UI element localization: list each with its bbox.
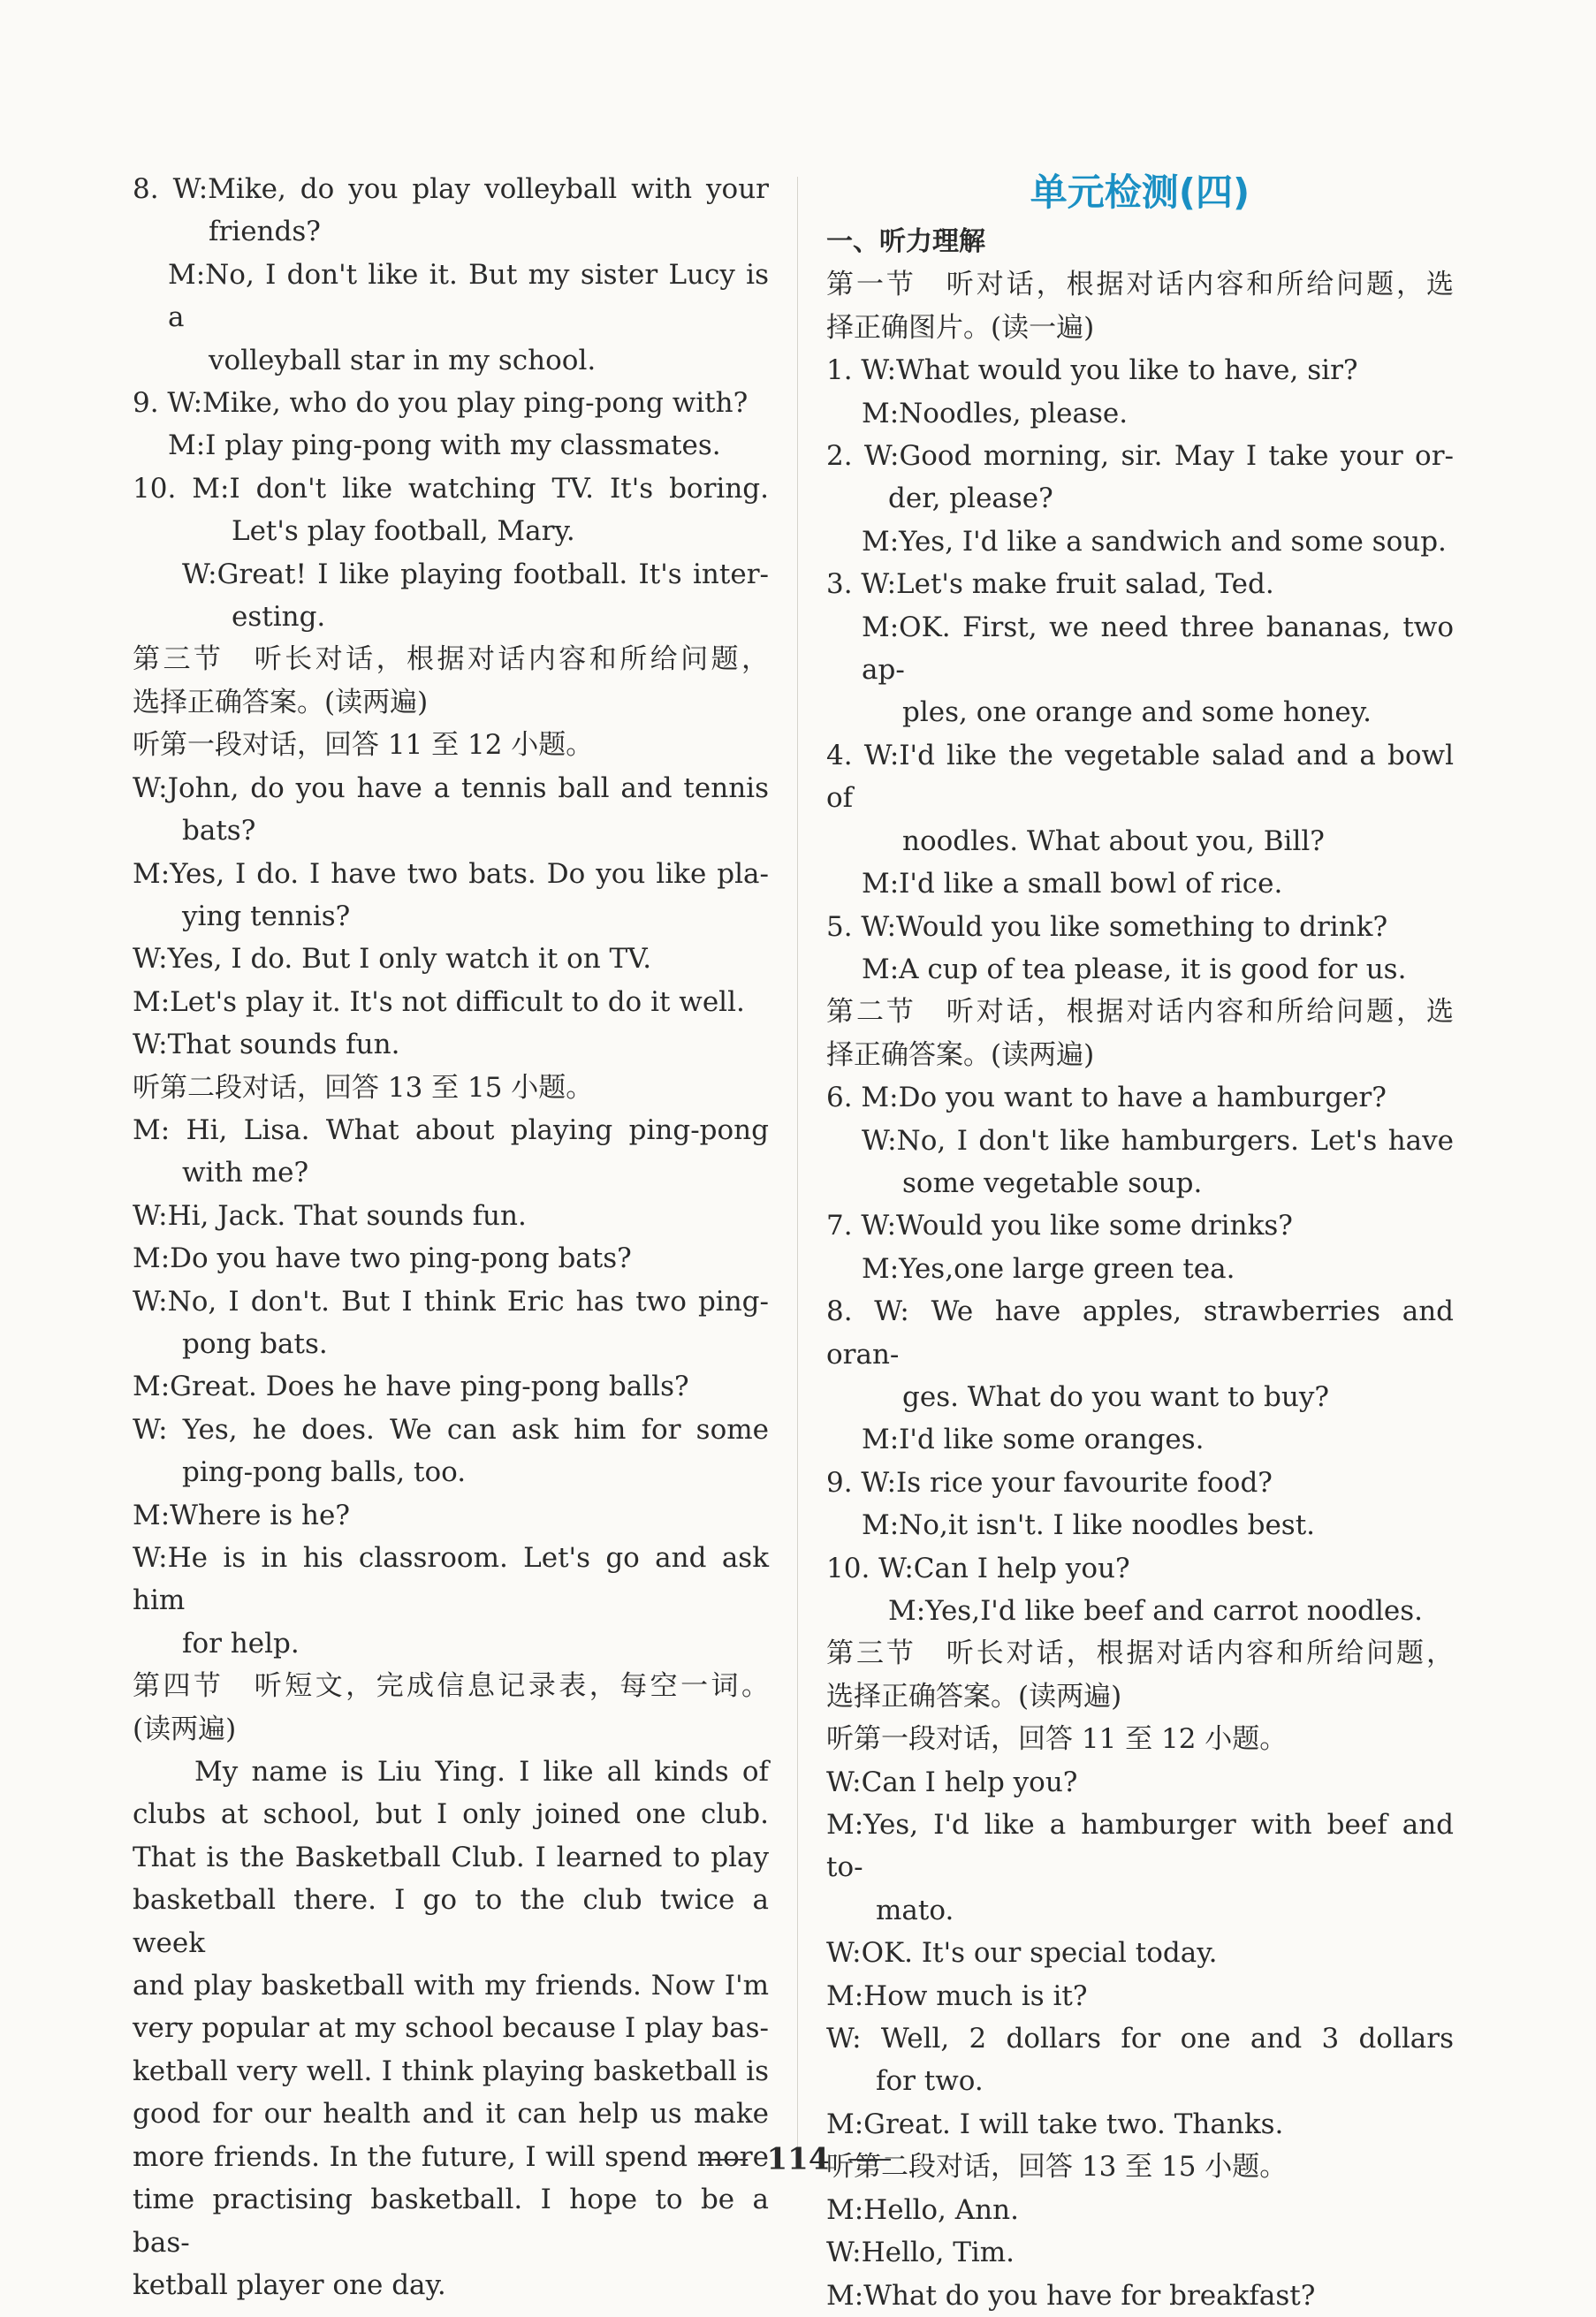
text-line: 第一节 听对话，根据对话内容和所给问题，选: [826, 269, 1454, 301]
text-line: 择正确答案。(读两遍): [826, 1038, 1095, 1071]
text-line: 8. W: We have apples, strawberries and oran-: [826, 1295, 1454, 1371]
text-line: W:Hello, Tim.: [826, 2237, 1015, 2269]
text-line: W: Well, 2 dollars for one and 3 dollars: [826, 2023, 1454, 2055]
text-line: W:Can I help you?: [826, 1766, 1078, 1798]
text-line: M:Yes, I'd like a hamburger with beef and to-: [826, 1809, 1454, 1884]
text-line: (读两遍): [133, 1713, 237, 1745]
text-line: ying tennis?: [182, 900, 351, 932]
text-line: W:That sounds fun.: [133, 1029, 400, 1061]
text-line: very popular at my school because I play bas-: [133, 2012, 769, 2045]
text-line: 第四节 听短文，完成信息记录表，每空一词。: [133, 1670, 769, 1703]
text-line: M:Hello, Ann.: [826, 2193, 1019, 2226]
text-line: Let's play football, Mary.: [232, 515, 575, 548]
text-line: M:Let's play it. It's not difficult to do it well.: [133, 985, 745, 1018]
text-line: esting.: [232, 601, 326, 634]
text-line: M:How much is it?: [826, 1979, 1088, 2012]
text-line: ples, one orange and some honey.: [902, 696, 1372, 729]
text-line: 一、听力理解: [826, 226, 985, 257]
text-line: M:No, I don't like it. But my sister Lucy is a: [168, 258, 769, 334]
right-column: [826, 217, 1454, 2317]
text-line: M:Do you have two ping-pong bats?: [133, 1242, 632, 1275]
text-line: some vegetable soup.: [902, 1166, 1203, 1199]
text-line: M:OK. First, we need three bananas, two ap-: [862, 611, 1454, 687]
text-line: 择正确图片。(读一遍): [826, 311, 1095, 344]
text-line: That is the Basketball Club. I learned to play: [133, 1841, 769, 1873]
text-line: M:Yes,one large green tea.: [862, 1252, 1235, 1285]
text-line: 第三节 听长对话，根据对话内容和所给问题，: [133, 643, 769, 676]
text-line: M:A cup of tea please, it is good for us.: [862, 953, 1407, 985]
text-line: W:Hi, Jack. That sounds fun.: [133, 1199, 527, 1232]
footer-dash-left: [705, 2159, 748, 2161]
text-line: M:I'd like a small bowl of rice.: [862, 868, 1283, 900]
text-line: 5. W:Would you like something to drink?: [826, 910, 1388, 943]
text-line: 第二节 听对话，根据对话内容和所给问题，选: [826, 996, 1454, 1029]
text-line: M:I play ping-pong with my classmates.: [168, 429, 721, 462]
text-line: more friends. In the future, I will spend more: [133, 2140, 769, 2173]
text-line: pong bats.: [182, 1327, 328, 1360]
text-line: 9. W:Mike, who do you play ping-pong with?: [133, 387, 749, 420]
text-line: W:Yes, I do. But I only watch it on TV.: [133, 943, 652, 976]
text-line: 10. W:Can I help you?: [826, 1552, 1130, 1584]
text-line: W: Yes, he does. We can ask him for some: [133, 1413, 769, 1446]
text-line: good for our health and it can help us make: [133, 2098, 769, 2131]
text-line: M:I'd like some oranges.: [862, 1424, 1205, 1456]
text-line: 3. W:Let's make fruit salad, Ted.: [826, 568, 1274, 601]
text-line: M:Great. Does he have ping-pong balls?: [133, 1371, 689, 1403]
text-line: 选择正确答案。(读两遍): [133, 686, 429, 718]
text-line: My name is Liu Ying. I like all kinds of: [194, 1756, 769, 1789]
text-line: 7. W:Would you like some drinks?: [826, 1210, 1293, 1242]
text-line: ketball player one day.: [133, 2268, 446, 2301]
text-line: 6. M:Do you want to have a hamburger?: [826, 1082, 1387, 1114]
text-line: 8. W:Mike, do you play volleyball with your: [133, 173, 769, 205]
page-footer: [0, 2140, 1596, 2177]
text-line: M: Hi, Lisa. What about playing ping-pong: [133, 1113, 769, 1146]
text-line: ping-pong balls, too.: [182, 1456, 467, 1489]
unit-test-title: 单元检测(四): [1030, 171, 1250, 214]
text-line: clubs at school, but I only joined one club.: [133, 1798, 769, 1831]
text-line: 听第二段对话，回答 13 至 15 小题。: [133, 1071, 594, 1104]
text-line: 10. M:I don't like watching TV. It's boring.: [133, 472, 769, 505]
text-line: with me?: [182, 1157, 309, 1189]
column-divider: [797, 177, 798, 2147]
text-line: ketball very well. I think playing basketball is: [133, 2055, 769, 2087]
text-line: 9. W:Is rice your favourite food?: [826, 1466, 1273, 1499]
text-line: for two.: [876, 2065, 984, 2098]
text-line: M:Yes, I'd like a sandwich and some soup.: [862, 525, 1447, 558]
text-line: 4. W:I'd like the vegetable salad and a bowl of: [826, 739, 1454, 815]
text-line: M:Yes,I'd like beef and carrot noodles.: [888, 1595, 1423, 1627]
text-line: M:Yes, I do. I have two bats. Do you like pla-: [133, 857, 769, 890]
text-line: 第三节 听长对话，根据对话内容和所给问题，: [826, 1637, 1454, 1670]
text-line: M:Great. I will take two. Thanks.: [826, 2108, 1284, 2140]
text-line: for help.: [182, 1627, 300, 1660]
text-line: 选择正确答案。(读两遍): [826, 1680, 1122, 1713]
text-line: 1. W:What would you like to have, sir?: [826, 354, 1358, 387]
text-line: W:He is in his classroom. Let's go and ask him: [133, 1542, 769, 1617]
footer-dash-right: [848, 2159, 891, 2161]
text-line: volleyball star in my school.: [209, 344, 597, 376]
text-line: 听第二段对话，回答 13 至 15 小题。: [826, 2151, 1288, 2184]
text-line: 2. W:Good morning, sir. May I take your or-: [826, 440, 1454, 473]
text-line: der, please?: [888, 482, 1053, 515]
text-line: W:OK. It's our special today.: [826, 1937, 1218, 1970]
text-line: basketball there. I go to the club twice a week: [133, 1884, 769, 1959]
text-line: bats?: [182, 815, 256, 847]
text-line: W:No, I don't like hamburgers. Let's have: [862, 1124, 1454, 1157]
text-line: 听第一段对话，回答 11 至 12 小题。: [826, 1723, 1288, 1756]
text-line: 听第一段对话，回答 11 至 12 小题。: [133, 729, 594, 762]
text-line: W:Great! I like playing football. It's inter-: [182, 558, 769, 590]
text-line: M:No,it isn't. I like noodles best.: [862, 1509, 1316, 1542]
text-line: ges. What do you want to buy?: [902, 1380, 1329, 1413]
text-line: W:No, I don't. But I think Eric has two ping-: [133, 1285, 769, 1318]
text-line: mato.: [876, 1894, 954, 1926]
text-line: time practising basketball. I hope to be a bas-: [133, 2184, 769, 2259]
page-number: 114: [766, 2141, 830, 2177]
text-line: friends?: [209, 216, 321, 248]
text-line: noodles. What about you, Bill?: [902, 824, 1325, 857]
text-line: and play basketball with my friends. Now I'm: [133, 1970, 769, 2002]
text-line: M:Where is he?: [133, 1499, 350, 1531]
left-column: [133, 168, 769, 2306]
text-line: M:What do you have for breakfast?: [826, 2279, 1316, 2312]
text-line: M:Noodles, please.: [862, 397, 1129, 429]
text-line: W:John, do you have a tennis ball and tennis: [133, 771, 769, 804]
